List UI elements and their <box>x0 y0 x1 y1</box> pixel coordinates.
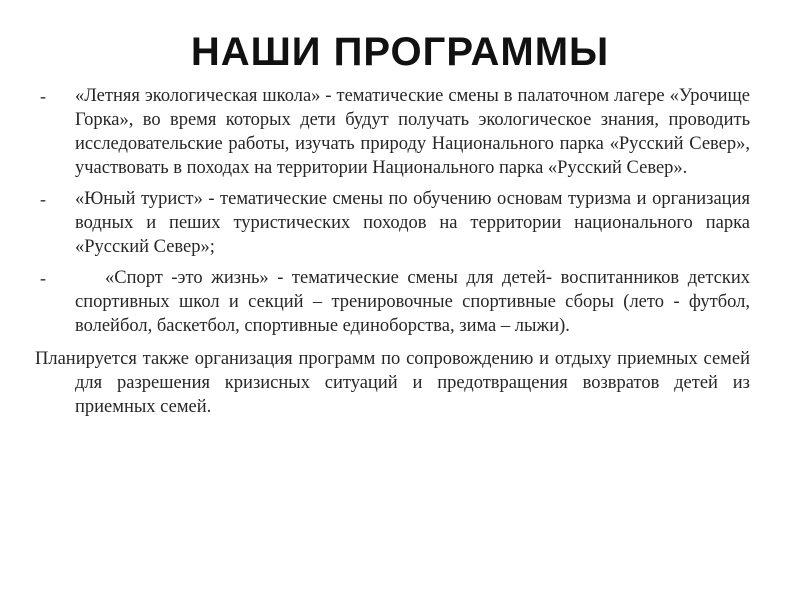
closing-paragraph: Планируется также организация программ по сопровождению и отдыху приемных семей для разрешения кризисных ситуаций и предотвращения возвратов детей из приемных семей. <box>35 349 750 417</box>
list-item <box>0 266 800 338</box>
program-list <box>0 84 800 345</box>
program-young-tourist: «Юный турист» - тематические смены по обучению основам туризма и организация водных и пеших туристических походов на территории национального парка «Русский Север»; <box>75 189 750 257</box>
bullet-marker: - <box>40 268 46 288</box>
list-item <box>0 84 800 180</box>
bullet-marker: - <box>40 86 46 106</box>
bullet-marker: - <box>40 189 46 209</box>
slide-title: НАШИ ПРОГРАММЫ <box>190 30 610 74</box>
list-item <box>0 187 800 259</box>
program-summer-ecology-school: «Летняя экологическая школа» - тематические смены в палаточном лагере «Урочище Горка», во время которых дети будут получать экологическое знания, проводить исследовательские работы, изучать природу Национального парка «Русский Север», участвовать в походах на территории Национального парка «Русский Север». <box>75 86 750 178</box>
program-sport-is-life: «Спорт -это жизнь» - тематические смены для детей- воспитанников детских спортивных школ и секций – тренировочные спортивные сборы (лето - футбол, волейбол, баскетбол, спортивные единоборства, зима – лыжи). <box>75 268 750 336</box>
